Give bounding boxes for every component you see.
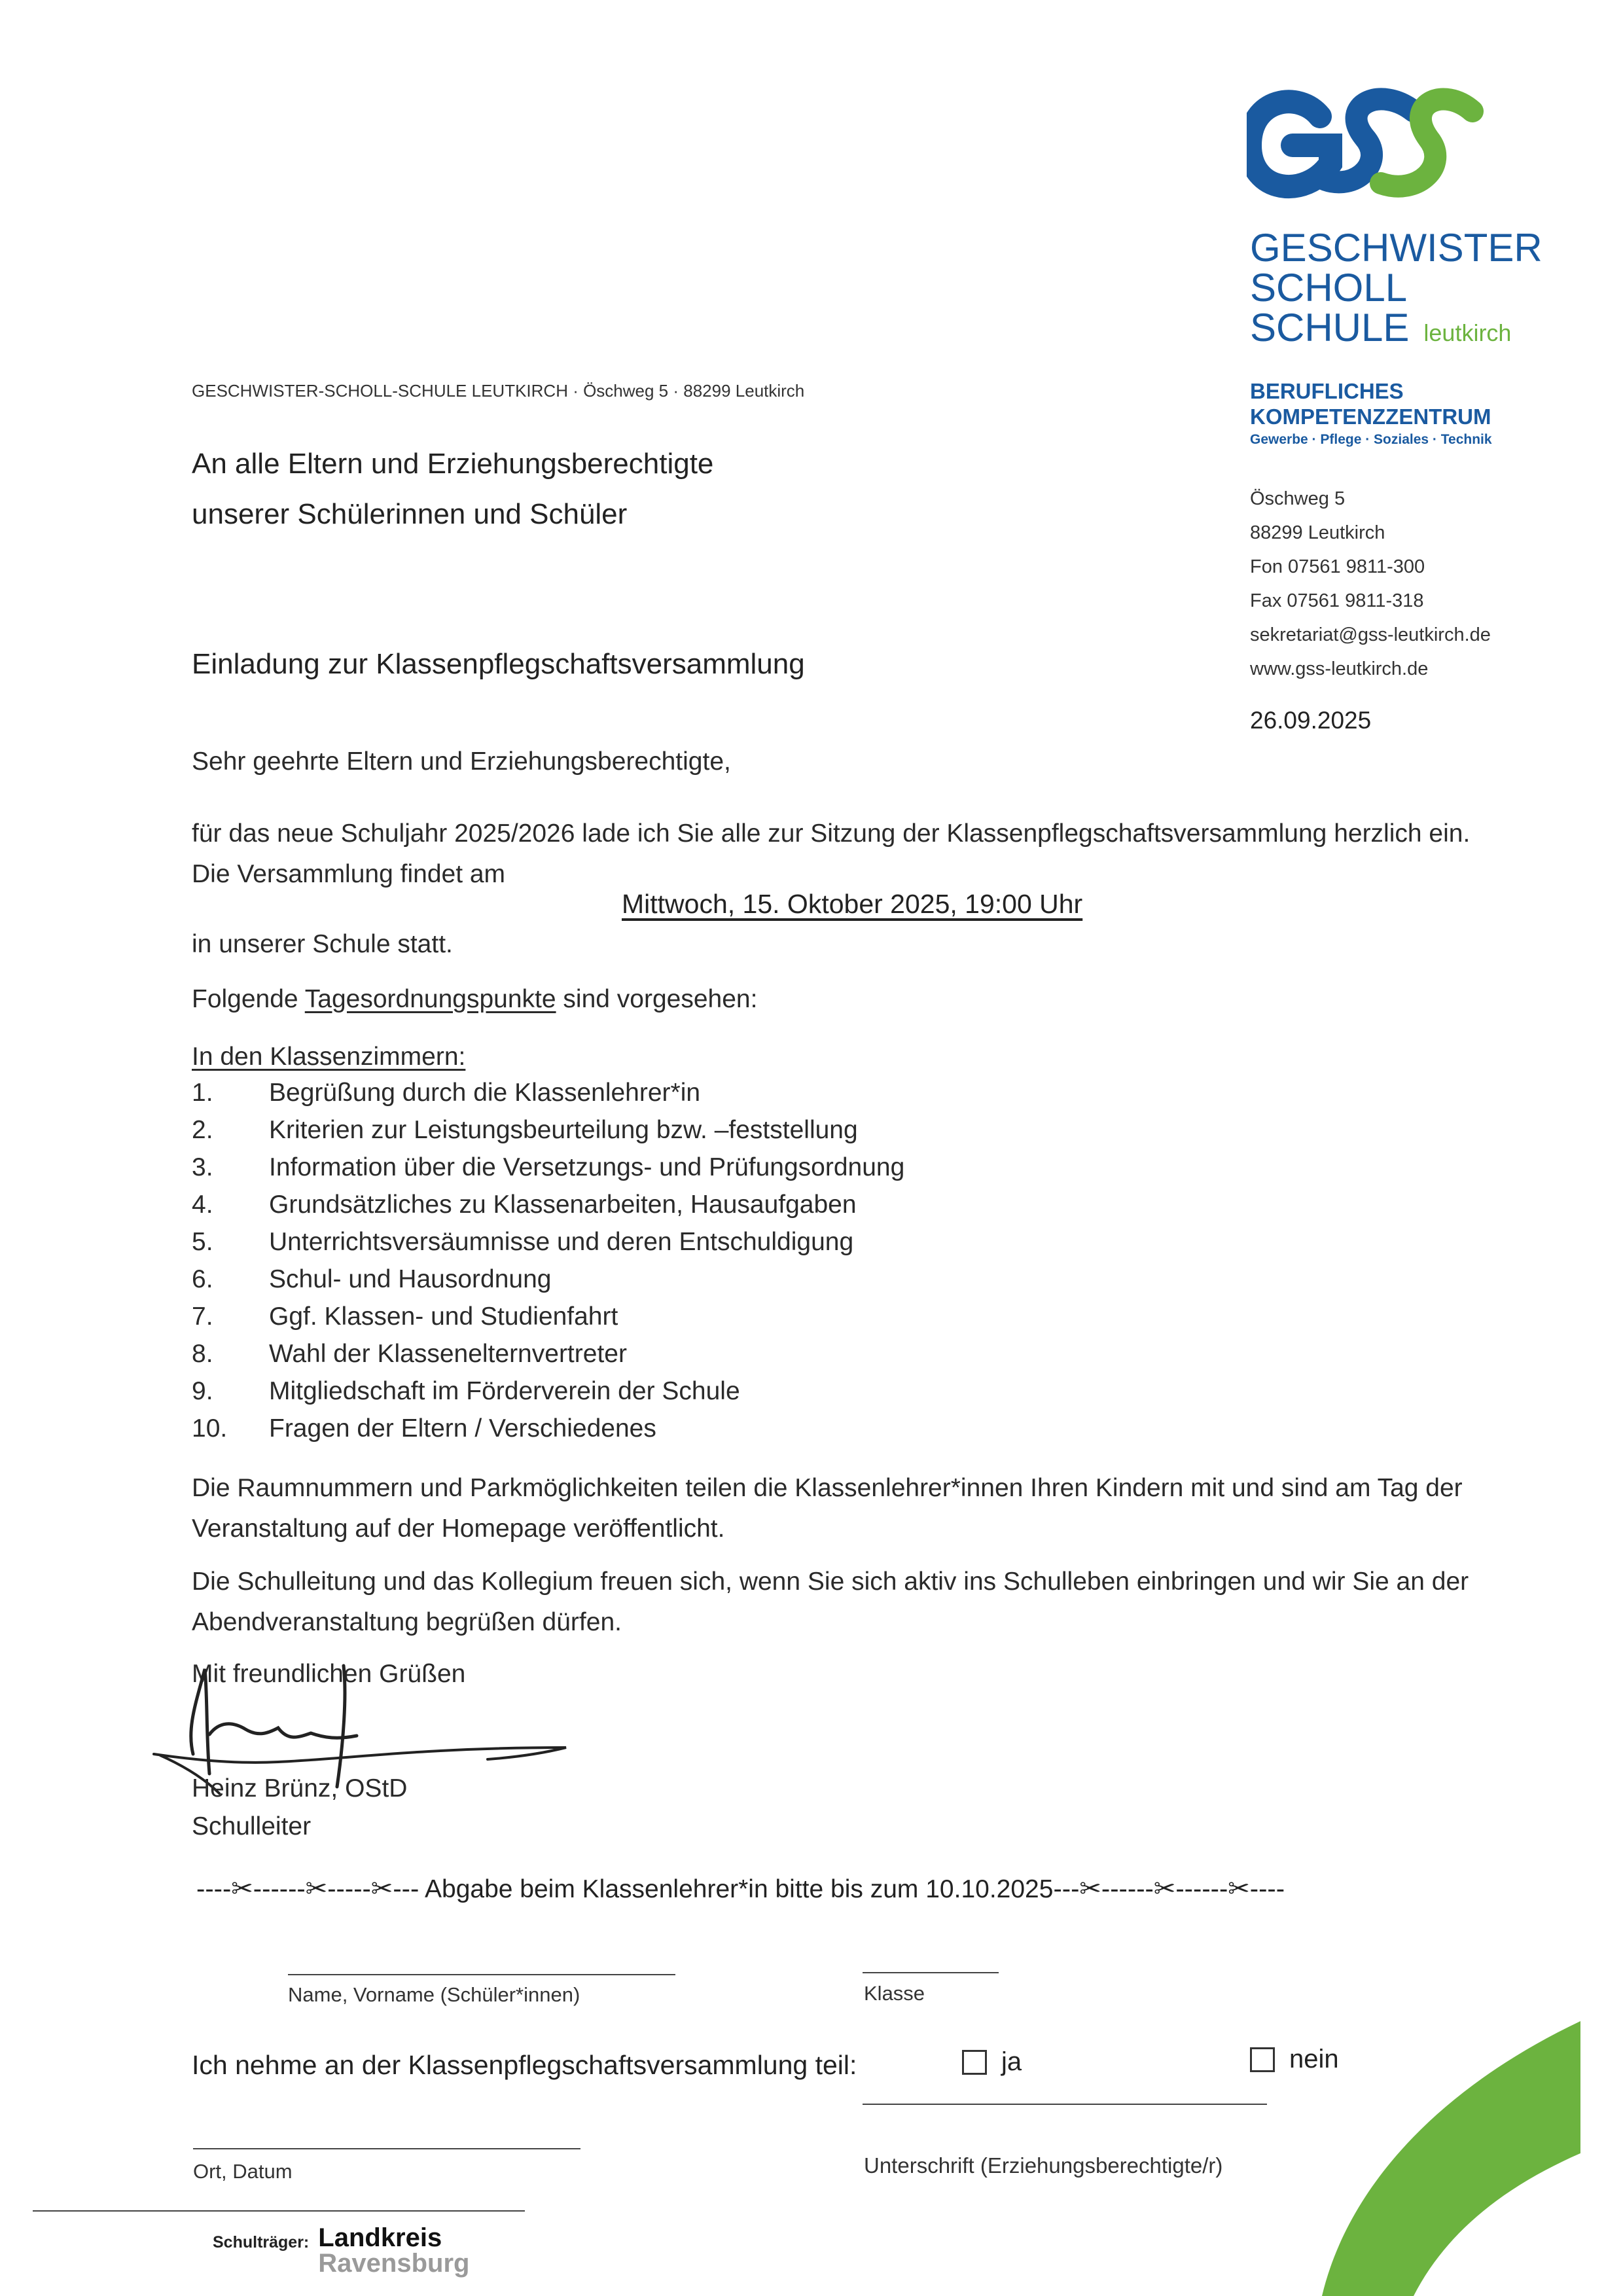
checkbox-yes[interactable] xyxy=(962,2050,987,2075)
school-logo xyxy=(1247,85,1489,209)
school-subtitle-line-1: BERUFLICHES xyxy=(1250,379,1404,403)
contact-email: sekretariat@gss-leutkirch.de xyxy=(1250,624,1491,645)
authority-line-1: Landkreis xyxy=(318,2223,442,2252)
cut-line xyxy=(196,1874,1285,1904)
school-contact xyxy=(1250,482,1491,686)
agenda-intro: Folgende Tagesordnungspunkte sind vorgesehen: xyxy=(192,985,758,1013)
rooms-line-1: Die Raumnummern und Parkmöglichkeiten teilen die Klassenlehrer*innen Ihren Kindern mit und sind am Tag der xyxy=(192,1474,1463,1502)
agenda-item: 4. Grundsätzliches zu Klassenarbeiten, Hausaufgaben xyxy=(192,1191,857,1219)
school-authority xyxy=(213,2225,469,2276)
welcome-line-2: Abendveranstaltung begrüßen dürfen. xyxy=(192,1608,622,1636)
school-name-line-3: SCHULE leutkirch xyxy=(1250,306,1512,350)
authority-label: Schulträger: xyxy=(213,2233,310,2251)
closing: Mit freundlichen Grüßen xyxy=(192,1660,466,1688)
letter-subject: Einladung zur Klassenpflegschaftsversammlung xyxy=(192,648,805,680)
agenda-item: 6. Schul- und Hausordnung xyxy=(192,1265,552,1293)
contact-city: 88299 Leutkirch xyxy=(1250,522,1385,543)
recipient-block xyxy=(192,439,713,539)
signer-name: Heinz Brünz, OStD xyxy=(192,1774,408,1803)
agenda-item: 9. Mitgliedschaft im Förderverein der Schule xyxy=(192,1377,740,1405)
cut-instruction: Abgabe beim Klassenlehrer*in bitte bis zum 10.10.2025 xyxy=(419,1875,1054,1903)
footer-rule xyxy=(33,2210,525,2212)
school-sectors: Gewerbe · Pflege · Soziales · Technik xyxy=(1250,432,1492,447)
agenda-heading: In den Klassenzimmern: xyxy=(192,1043,466,1071)
agenda-item: 8. Wahl der Klassenelternvertreter xyxy=(192,1340,627,1368)
agenda-item: 5. Unterrichtsversäumnisse und deren Entschuldigung xyxy=(192,1228,854,1256)
school-name xyxy=(1250,228,1543,353)
authority-line-2: Ravensburg xyxy=(318,2249,470,2278)
agenda-list xyxy=(192,1079,904,1452)
rooms-line-2: Veranstaltung auf der Homepage veröffentlicht. xyxy=(192,1515,725,1543)
salutation: Sehr geehrte Eltern und Erziehungsberechtigte, xyxy=(192,747,731,776)
agenda-item: 3. Information über die Versetzungs- und Prüfungsordnung xyxy=(192,1153,905,1181)
location-line: in unserer Schule statt. xyxy=(192,930,453,958)
agenda-item: 10. Fragen der Eltern / Verschiedenes xyxy=(192,1414,656,1443)
option-yes[interactable] xyxy=(962,2047,1022,2077)
recipient-line-1: An alle Eltern und Erziehungsberechtigte xyxy=(192,448,714,480)
recipient-line-2: unserer Schülerinnen und Schüler xyxy=(192,498,628,530)
sender-line: GESCHWISTER-SCHOLL-SCHULE LEUTKIRCH · Öschweg 5 · 88299 Leutkirch xyxy=(192,381,805,401)
intro-line-1: für das neue Schuljahr 2025/2026 lade ich Sie alle zur Sitzung der Klassenpflegschaftsversammlung herzlich ein. xyxy=(192,819,1471,848)
signature-field-line[interactable] xyxy=(863,2104,1267,2105)
school-city-tag: leutkirch xyxy=(1423,319,1512,346)
meeting-datetime: Mittwoch, 15. Oktober 2025, 19:00 Uhr xyxy=(622,889,1083,919)
scissors-left: ----✂------✂-----✂--- xyxy=(196,1874,419,1903)
contact-street: Öschweg 5 xyxy=(1250,488,1346,509)
name-field-label: Name, Vorname (Schüler*innen) xyxy=(288,1983,580,2006)
welcome-paragraph xyxy=(192,1562,1469,1643)
place-date-label: Ort, Datum xyxy=(193,2160,293,2183)
school-subtitle xyxy=(1250,378,1491,429)
attendance-question: Ich nehme an der Klassenpflegschaftsversammlung teil: xyxy=(192,2050,857,2080)
agenda-item: 1. Begrüßung durch die Klassenlehrer*in xyxy=(192,1079,701,1107)
class-field-label: Klasse xyxy=(864,1982,925,2005)
school-name-line-1: GESCHWISTER xyxy=(1250,226,1543,270)
option-yes-label: ja xyxy=(1001,2047,1022,2076)
signer-role: Schulleiter xyxy=(192,1812,312,1840)
signature-field-label: Unterschrift (Erziehungsberechtigte/r) xyxy=(864,2153,1223,2178)
agenda-item: 2. Kriterien zur Leistungsbeurteilung bzw. –feststellung xyxy=(192,1116,858,1144)
letter-date: 26.09.2025 xyxy=(1250,707,1372,734)
agenda-item: 7. Ggf. Klassen- und Studienfahrt xyxy=(192,1302,618,1331)
intro-line-2: Die Versammlung findet am xyxy=(192,860,506,888)
contact-phone: Fon 07561 9811-300 xyxy=(1250,556,1425,577)
school-name-line-2: SCHOLL xyxy=(1250,266,1408,310)
class-field-line[interactable] xyxy=(863,1972,999,1973)
rooms-paragraph xyxy=(192,1468,1463,1549)
agenda-word: Tagesordnungspunkte xyxy=(304,985,556,1013)
contact-web: www.gss-leutkirch.de xyxy=(1250,658,1429,679)
authority-logo xyxy=(318,2225,469,2276)
intro-paragraph xyxy=(192,814,1470,895)
welcome-line-1: Die Schulleitung und das Kollegium freuen sich, wenn Sie sich aktiv ins Schulleben einbringen und wir Sie an der xyxy=(192,1568,1469,1596)
school-subtitle-line-2: KOMPETENZZENTRUM xyxy=(1250,404,1491,429)
place-date-field-line[interactable] xyxy=(193,2148,580,2149)
contact-fax: Fax 07561 9811-318 xyxy=(1250,590,1424,611)
green-arc-decoration xyxy=(1322,2016,1584,2296)
scissors-right: ---✂------✂------✂---- xyxy=(1053,1874,1285,1903)
name-field-line[interactable] xyxy=(288,1974,675,1975)
checkbox-no[interactable] xyxy=(1250,2047,1275,2072)
option-no-label: nein xyxy=(1289,2045,1339,2073)
